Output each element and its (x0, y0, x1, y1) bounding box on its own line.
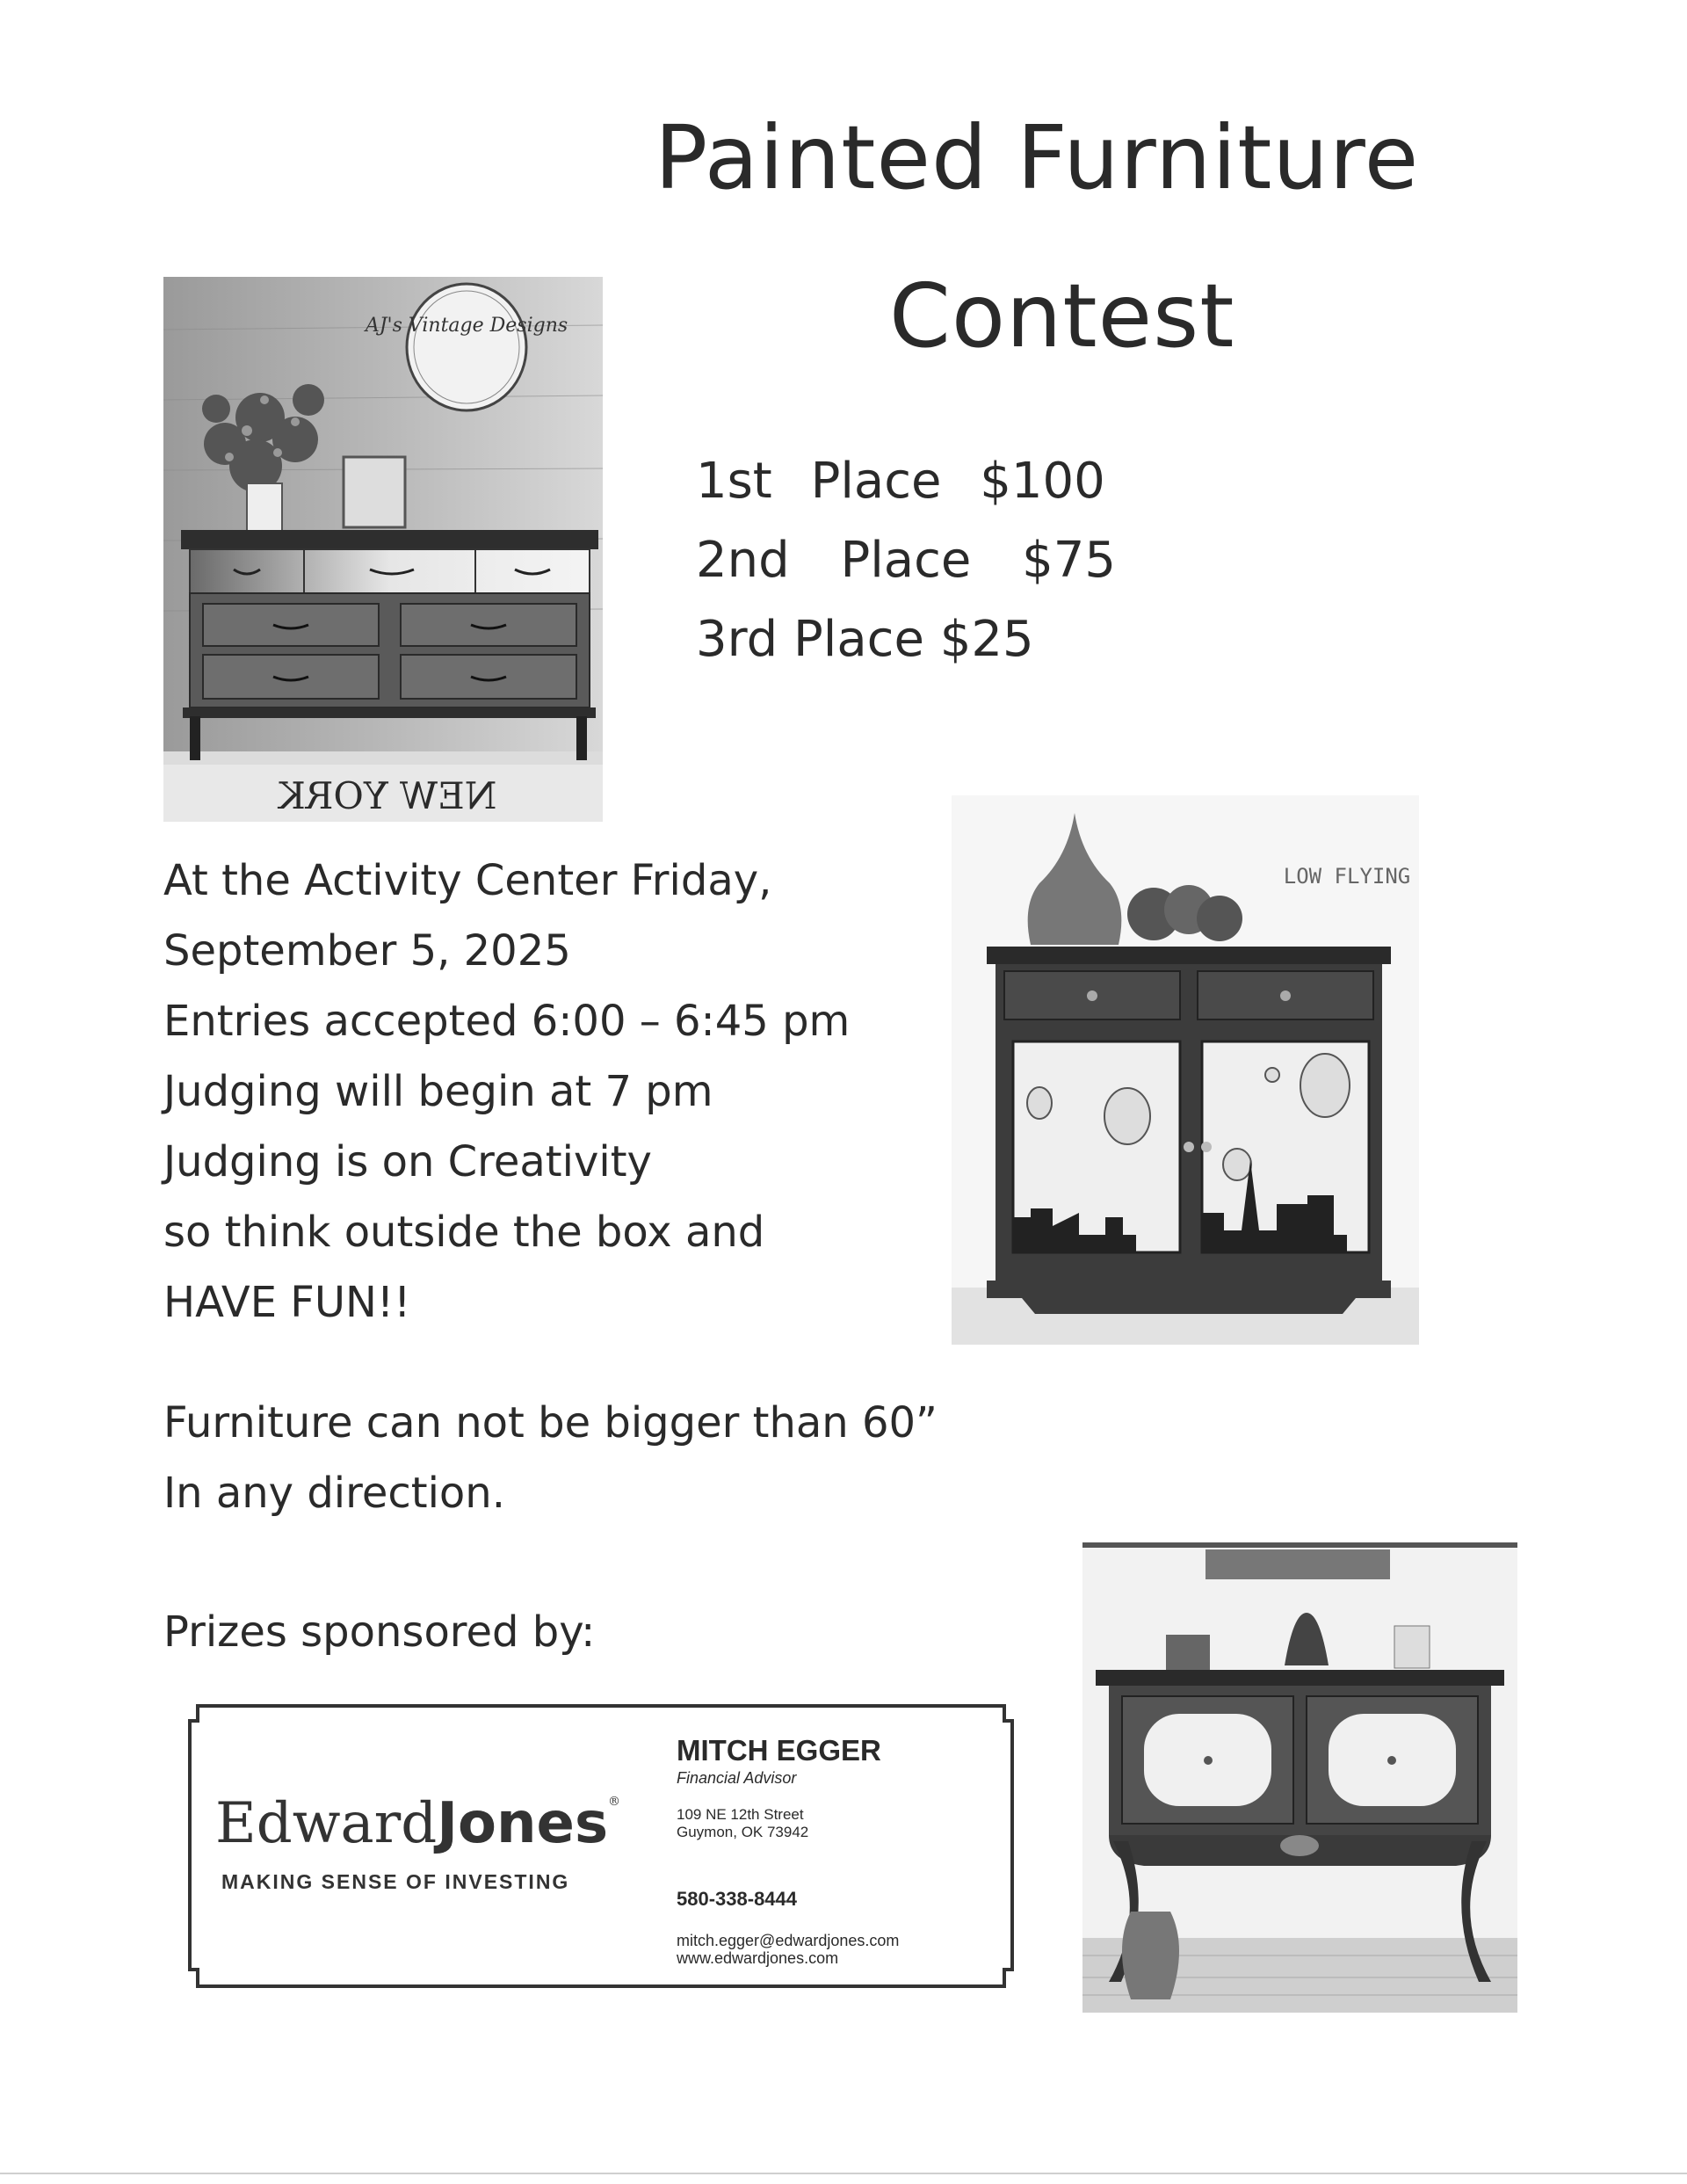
size-rule-line-1: Furniture can not be bigger than 60” (163, 1398, 938, 1448)
page-title-line-1: Painted Furniture (655, 106, 1420, 209)
address-line-2: Guymon, OK 73942 (677, 1824, 809, 1840)
scan-edge-line (0, 2173, 1687, 2174)
advisor-website: www.edwardjones.com (677, 1949, 839, 1967)
prize-first: 1st Place $100 (696, 453, 1105, 510)
advisor-name: MITCH EGGER (677, 1734, 881, 1767)
sponsor-ad (185, 1699, 1017, 1993)
buffet-photo (1082, 1542, 1517, 2013)
prize-second: 2nd Place $75 (696, 532, 1117, 589)
info-location: At the Activity Center Friday, (163, 856, 772, 905)
info-date: September 5, 2025 (163, 926, 571, 976)
advisor-title: Financial Advisor (677, 1769, 797, 1787)
sign-text: AJ's Vintage Designs (365, 315, 568, 337)
address-line-1: 109 NE 12th Street (677, 1806, 804, 1823)
wall-text: LOW FLYING (1283, 864, 1411, 889)
info-entries: Entries accepted 6:00 – 6:45 pm (163, 997, 851, 1046)
page-title-line-2: Contest (889, 265, 1235, 367)
advisor-email: mitch.egger@edwardjones.com (677, 1932, 900, 1949)
info-have-fun: HAVE FUN!! (163, 1278, 411, 1327)
logo-registered: ® (608, 1795, 621, 1809)
advisor-phone: 580-338-8444 (677, 1888, 798, 1910)
prize-third: 3rd Place $25 (696, 611, 1034, 668)
size-rule-line-2: In any direction. (163, 1469, 505, 1518)
dresser-photo (163, 277, 603, 822)
rug-text: NEW YORK (278, 774, 497, 817)
sponsor-heading: Prizes sponsored by: (163, 1607, 596, 1657)
cabinet-photo (952, 795, 1419, 1345)
logo-jones: Jones (437, 1791, 609, 1856)
info-judging-criteria: Judging is on Creativity (163, 1137, 652, 1186)
logo-edward: Edward (215, 1791, 438, 1856)
edward-jones-logo (215, 1791, 621, 1856)
info-judging-time: Judging will begin at 7 pm (163, 1067, 713, 1116)
info-think-outside: so think outside the box and (163, 1208, 765, 1257)
logo-tagline: MAKING SENSE OF INVESTING (221, 1870, 570, 1893)
